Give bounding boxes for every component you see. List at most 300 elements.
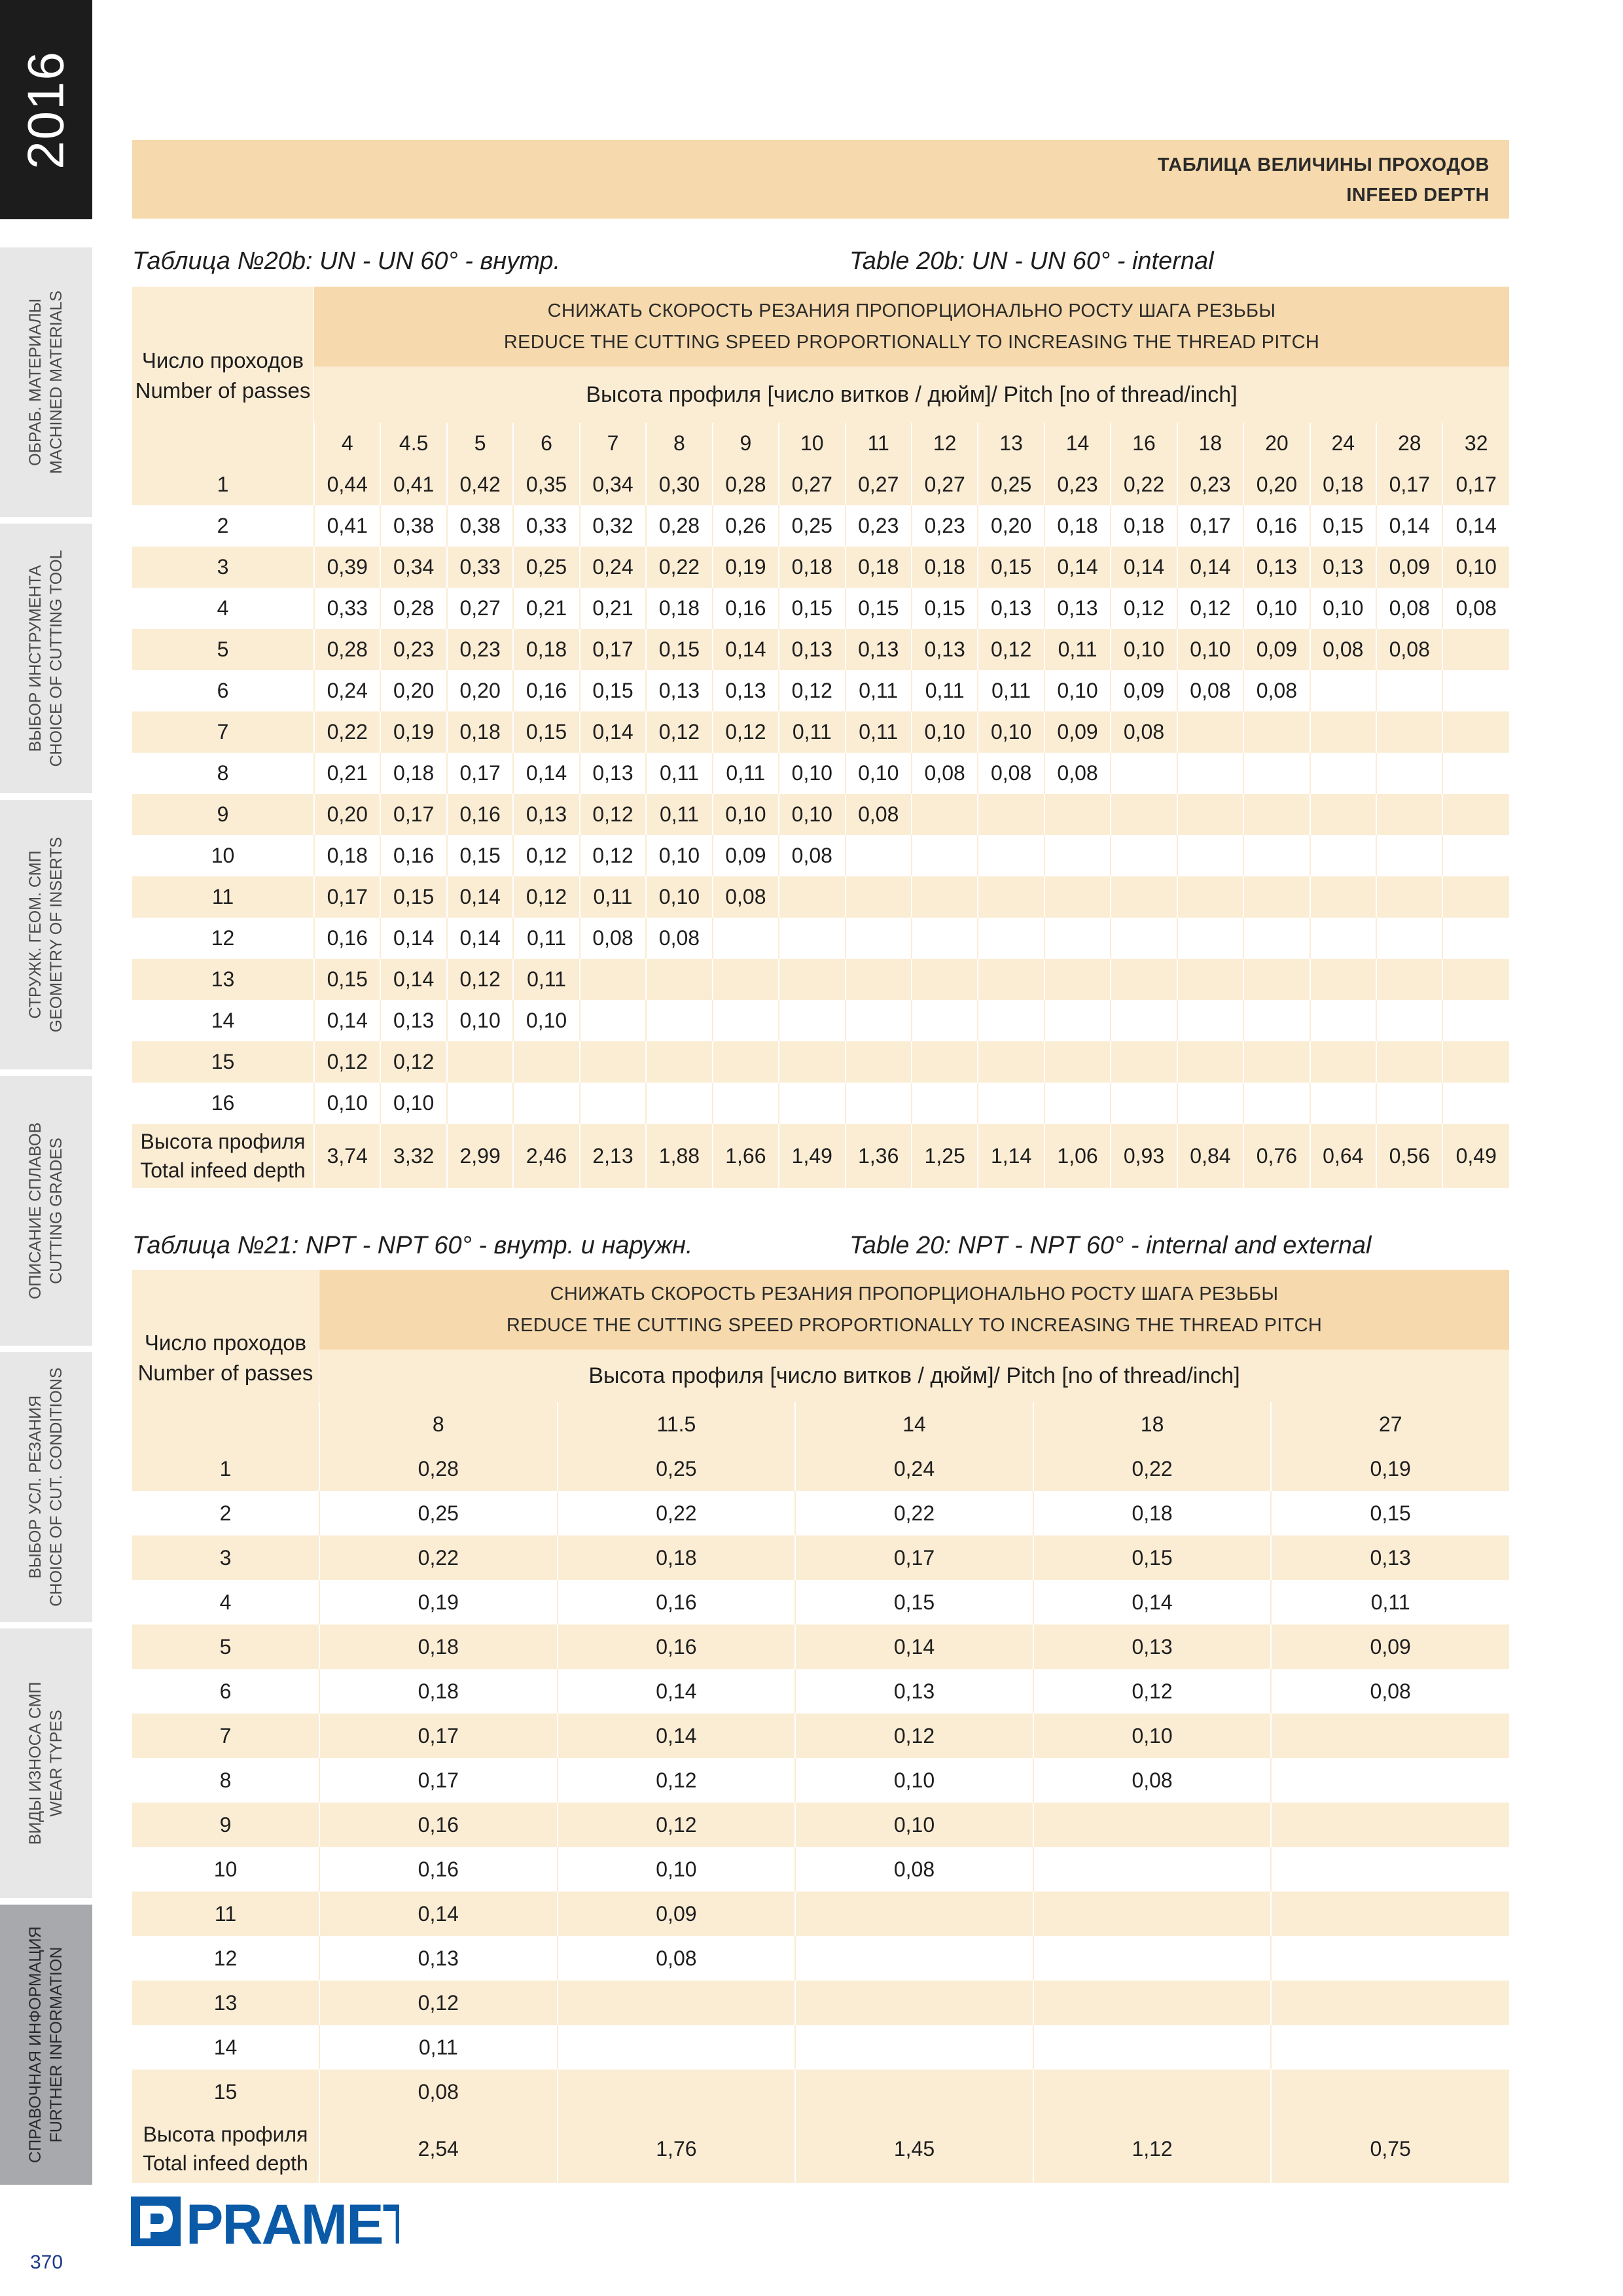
table-row: [132, 1491, 1509, 1535]
infeed-value: [846, 1041, 912, 1083]
speed-header-ru: СНИЖАТЬ СКОРОСТЬ РЕЗАНИЯ ПРОПОРЦИОНАЛЬНО РОСТУ ШАГА РЕЗЬБЫ: [550, 1283, 1279, 1304]
infeed-value: 0,09: [1111, 670, 1177, 711]
infeed-value: 0,13: [713, 670, 779, 711]
infeed-value: 0,11: [713, 753, 779, 794]
table-row: [132, 876, 1509, 918]
infeed-value: 0,16: [319, 1803, 558, 1847]
pass-number: 14: [132, 1000, 314, 1041]
infeed-value: 0,28: [319, 1446, 558, 1491]
infeed-value: 0,19: [1271, 1446, 1509, 1491]
pitch-label: Высота профиля [число витков / дюйм]/ Pitch [no of thread/inch]: [319, 1350, 1509, 1402]
infeed-value: 0,23: [912, 505, 978, 547]
infeed-value: 0,10: [978, 711, 1044, 753]
total-value: 0,49: [1442, 1124, 1509, 1188]
infeed-value: [779, 1000, 845, 1041]
infeed-value: 0,10: [314, 1083, 380, 1124]
sidebar-tab-machined-materials[interactable]: [0, 247, 92, 517]
infeed-value: 0,10: [1243, 588, 1310, 629]
infeed-value: 0,28: [646, 505, 712, 547]
sidebar-tab-geometry-of-inserts[interactable]: [0, 800, 92, 1069]
infeed-value: 0,12: [558, 1803, 796, 1847]
infeed-value: 0,08: [558, 1936, 796, 1981]
infeed-value: [1376, 753, 1442, 794]
infeed-value: 0,33: [314, 588, 380, 629]
infeed-value: [779, 918, 845, 959]
infeed-value: [1442, 876, 1509, 918]
infeed-value: [447, 1083, 513, 1124]
total-value: 1,14: [978, 1124, 1044, 1188]
infeed-value: [1271, 2070, 1509, 2114]
infeed-value: 0,22: [1111, 464, 1177, 505]
total-value: 2,99: [447, 1124, 513, 1188]
infeed-value: [978, 794, 1044, 835]
infeed-value: 0,13: [795, 1669, 1033, 1713]
infeed-value: 0,41: [314, 505, 380, 547]
infeed-value: 0,10: [795, 1803, 1033, 1847]
table-row: [132, 711, 1509, 753]
infeed-value: 0,08: [319, 2070, 558, 2114]
infeed-value: 0,18: [513, 629, 579, 670]
passes-header-ru: Число проходов: [141, 348, 304, 372]
table-row: [132, 1624, 1509, 1669]
infeed-value: 0,21: [513, 588, 579, 629]
infeed-value: [1442, 670, 1509, 711]
pass-number: 1: [132, 464, 314, 505]
pitch-value: 11: [846, 423, 912, 464]
infeed-value: [1243, 959, 1310, 1000]
infeed-value: [1376, 959, 1442, 1000]
table2-caption-en: Table 20: NPT - NPT 60° - internal and external: [849, 1232, 1372, 1259]
infeed-value: 0,26: [713, 505, 779, 547]
infeed-value: [1376, 711, 1442, 753]
infeed-value: 0,10: [779, 753, 845, 794]
infeed-value: 0,20: [1243, 464, 1310, 505]
table-row: [132, 794, 1509, 835]
total-value: 3,74: [314, 1124, 380, 1188]
infeed-value: 0,14: [380, 918, 446, 959]
infeed-value: 0,16: [513, 670, 579, 711]
total-value: 0,76: [1243, 1124, 1310, 1188]
infeed-value: 0,15: [314, 959, 380, 1000]
infeed-value: 0,24: [314, 670, 380, 711]
total-value: 0,93: [1111, 1124, 1177, 1188]
infeed-value: [558, 2070, 796, 2114]
infeed-value: 0,23: [447, 629, 513, 670]
infeed-value: 0,44: [314, 464, 380, 505]
pass-number: 6: [132, 670, 314, 711]
infeed-value: 0,10: [1310, 588, 1376, 629]
infeed-value: [912, 959, 978, 1000]
infeed-value: 0,12: [319, 1981, 558, 2025]
infeed-value: [779, 1083, 845, 1124]
pass-number: 10: [132, 835, 314, 876]
total-value: 1,66: [713, 1124, 779, 1188]
infeed-value: 0,42: [447, 464, 513, 505]
infeed-value: [1376, 835, 1442, 876]
infeed-value: 0,11: [513, 959, 579, 1000]
infeed-table-un: [132, 287, 1509, 1188]
pass-number: 3: [132, 547, 314, 588]
infeed-value: 0,12: [779, 670, 845, 711]
infeed-value: 0,10: [380, 1083, 446, 1124]
pitch-value: 8: [646, 423, 712, 464]
infeed-value: [1243, 835, 1310, 876]
total-value: 1,76: [558, 2114, 796, 2183]
infeed-value: 0,27: [779, 464, 845, 505]
infeed-value: 0,15: [978, 547, 1044, 588]
infeed-value: 0,13: [580, 753, 646, 794]
infeed-value: 0,18: [314, 835, 380, 876]
infeed-value: 0,09: [558, 1892, 796, 1936]
infeed-value: 0,20: [314, 794, 380, 835]
total-header-en: Total infeed depth: [143, 2151, 308, 2175]
infeed-value: 0,10: [646, 835, 712, 876]
infeed-value: 0,25: [558, 1446, 796, 1491]
infeed-value: 0,15: [380, 876, 446, 918]
infeed-value: [1376, 670, 1442, 711]
infeed-value: [1111, 918, 1177, 959]
infeed-value: 0,20: [978, 505, 1044, 547]
infeed-value: 0,17: [1376, 464, 1442, 505]
infeed-value: 0,14: [1033, 1580, 1272, 1624]
infeed-value: 0,14: [1111, 547, 1177, 588]
table-row: [132, 2070, 1509, 2114]
infeed-value: [1111, 794, 1177, 835]
infeed-value: [1033, 1892, 1272, 1936]
table-row: [132, 1000, 1509, 1041]
infeed-value: [1033, 2025, 1272, 2070]
infeed-value: 0,18: [646, 588, 712, 629]
infeed-value: 0,10: [795, 1758, 1033, 1803]
pitch-value: 8: [319, 1402, 558, 1446]
sidebar-tab-label-ru: ВЫБОР УСЛ. РЕЗАНИЯ: [26, 1395, 45, 1579]
infeed-value: [1310, 711, 1376, 753]
infeed-value: 0,14: [447, 918, 513, 959]
table-row: [132, 753, 1509, 794]
infeed-value: 0,14: [1177, 547, 1243, 588]
table-row: [132, 1535, 1509, 1580]
infeed-value: [1376, 1083, 1442, 1124]
infeed-value: [912, 1000, 978, 1041]
section-banner: [132, 140, 1509, 219]
infeed-value: 0,16: [1243, 505, 1310, 547]
pass-number: 7: [132, 1713, 319, 1758]
table-row: [132, 1936, 1509, 1981]
infeed-value: [912, 1041, 978, 1083]
sidebar-tab-further-information[interactable]: [0, 1905, 92, 2185]
infeed-value: 0,13: [319, 1936, 558, 1981]
pass-number: 11: [132, 876, 314, 918]
table-row: [132, 835, 1509, 876]
total-value: 0,75: [1271, 2114, 1509, 2183]
passes-header-ru: Число проходов: [144, 1331, 307, 1355]
pitch-value: 12: [912, 423, 978, 464]
table-row: [132, 1446, 1509, 1491]
infeed-value: [1044, 835, 1111, 876]
infeed-value: [978, 1041, 1044, 1083]
infeed-value: 0,14: [558, 1669, 796, 1713]
infeed-value: [646, 959, 712, 1000]
total-value: 3,32: [380, 1124, 446, 1188]
table-row: [132, 2025, 1509, 2070]
infeed-value: 0,12: [314, 1041, 380, 1083]
infeed-value: [713, 1083, 779, 1124]
infeed-value: 0,08: [978, 753, 1044, 794]
infeed-value: [1310, 1083, 1376, 1124]
table-row: [132, 959, 1509, 1000]
total-value: 0,84: [1177, 1124, 1243, 1188]
header-row-pitch-label: [132, 1350, 1509, 1402]
infeed-value: [1271, 1713, 1509, 1758]
table1-caption-ru: Таблица №20b: UN - UN 60° - внутр.: [132, 247, 561, 275]
sidebar-tab-label-en: FURTHER INFORMATION: [47, 1946, 65, 2143]
infeed-value: [1044, 959, 1111, 1000]
infeed-value: 0,15: [846, 588, 912, 629]
infeed-value: 0,27: [912, 464, 978, 505]
total-value: 1,45: [795, 2114, 1033, 2183]
total-value: 1,49: [779, 1124, 845, 1188]
infeed-value: 0,15: [1271, 1491, 1509, 1535]
infeed-value: [558, 1981, 796, 2025]
infeed-value: [1442, 794, 1509, 835]
pass-number: 15: [132, 2070, 319, 2114]
passes-header-en: Number of passes: [135, 378, 311, 403]
infeed-value: 0,09: [1376, 547, 1442, 588]
infeed-value: 0,18: [319, 1669, 558, 1713]
infeed-value: [795, 1936, 1033, 1981]
infeed-value: [1310, 918, 1376, 959]
infeed-value: 0,08: [779, 835, 845, 876]
infeed-value: [1310, 959, 1376, 1000]
pass-number: 1: [132, 1446, 319, 1491]
pitch-value: 32: [1442, 423, 1509, 464]
speed-header-en: REDUCE THE CUTTING SPEED PROPORTIONALLY TO INCREASING THE THREAD PITCH: [506, 1315, 1323, 1336]
sidebar-tab-wear-types[interactable]: [0, 1628, 92, 1898]
infeed-value: [1033, 1981, 1272, 2025]
infeed-value: [978, 835, 1044, 876]
sidebar-tab-label-ru: ОПИСАНИЕ СПЛАВОВ: [26, 1122, 45, 1300]
year-box: [0, 0, 92, 219]
infeed-value: 0,08: [1310, 629, 1376, 670]
infeed-value: 0,14: [713, 629, 779, 670]
infeed-value: [1243, 1083, 1310, 1124]
infeed-value: [1442, 1000, 1509, 1041]
pass-number: 2: [132, 1491, 319, 1535]
pitch-value: 9: [713, 423, 779, 464]
infeed-value: 0,11: [646, 794, 712, 835]
speed-header-ru: СНИЖАТЬ СКОРОСТЬ РЕЗАНИЯ ПРОПОРЦИОНАЛЬНО РОСТУ ШАГА РЕЗЬБЫ: [547, 300, 1276, 321]
infeed-value: [1271, 1936, 1509, 1981]
infeed-value: [978, 876, 1044, 918]
infeed-value: 0,11: [978, 670, 1044, 711]
infeed-value: 0,11: [646, 753, 712, 794]
sidebar-tab-cutting-tool[interactable]: [0, 524, 92, 793]
infeed-value: [1044, 918, 1111, 959]
infeed-value: 0,25: [319, 1491, 558, 1535]
infeed-value: [912, 1083, 978, 1124]
infeed-value: [1310, 753, 1376, 794]
infeed-value: 0,10: [846, 753, 912, 794]
pitch-value: 14: [795, 1402, 1033, 1446]
infeed-value: 0,13: [513, 794, 579, 835]
infeed-value: [646, 1041, 712, 1083]
infeed-value: 0,13: [1033, 1624, 1272, 1669]
pass-number: 13: [132, 959, 314, 1000]
pass-number: 12: [132, 1936, 319, 1981]
total-value: 1,36: [846, 1124, 912, 1188]
infeed-value: 0,13: [779, 629, 845, 670]
sidebar-tab-label-en: CUTTING GRADES: [47, 1138, 65, 1284]
infeed-value: [1271, 1847, 1509, 1892]
infeed-value: [1111, 959, 1177, 1000]
infeed-value: [795, 2070, 1033, 2114]
infeed-value: 0,18: [380, 753, 446, 794]
infeed-value: [1442, 753, 1509, 794]
sidebar-tab-cutting-grades[interactable]: [0, 1076, 92, 1346]
infeed-value: 0,08: [1376, 629, 1442, 670]
infeed-value: [779, 876, 845, 918]
sidebar-tab-label-ru: СТРУЖК. ГЕОМ. СМП: [26, 850, 45, 1019]
infeed-value: 0,17: [1177, 505, 1243, 547]
infeed-table-npt: [132, 1270, 1509, 2183]
infeed-value: 0,19: [713, 547, 779, 588]
infeed-value: 0,22: [319, 1535, 558, 1580]
infeed-value: [580, 1000, 646, 1041]
speed-header: [314, 287, 1509, 367]
infeed-value: 0,23: [1177, 464, 1243, 505]
infeed-value: 0,18: [1033, 1491, 1272, 1535]
header-row-speed: [132, 1270, 1509, 1350]
infeed-value: 0,13: [380, 1000, 446, 1041]
total-header-ru: Высота профиля: [140, 1130, 306, 1153]
infeed-value: 0,10: [513, 1000, 579, 1041]
infeed-value: [646, 1083, 712, 1124]
infeed-value: 0,30: [646, 464, 712, 505]
infeed-value: 0,12: [795, 1713, 1033, 1758]
infeed-value: [580, 959, 646, 1000]
pitch-value: 4: [314, 423, 380, 464]
infeed-value: 0,14: [1376, 505, 1442, 547]
infeed-value: 0,12: [1177, 588, 1243, 629]
infeed-value: 0,11: [580, 876, 646, 918]
infeed-value: 0,10: [447, 1000, 513, 1041]
infeed-value: 0,09: [1271, 1624, 1509, 1669]
infeed-value: 0,14: [314, 1000, 380, 1041]
speed-header-en: REDUCE THE CUTTING SPEED PROPORTIONALLY TO INCREASING THE THREAD PITCH: [503, 332, 1320, 353]
infeed-value: 0,08: [1177, 670, 1243, 711]
sidebar-tab-label-ru: ВИДЫ ИЗНОСА СМП: [26, 1681, 45, 1845]
infeed-value: 0,13: [1243, 547, 1310, 588]
infeed-value: 0,33: [513, 505, 579, 547]
total-row: [132, 1124, 1509, 1188]
infeed-value: 0,14: [380, 959, 446, 1000]
logo-wordmark: PRAMET: [186, 2193, 399, 2251]
infeed-value: [1044, 876, 1111, 918]
infeed-value: 0,17: [795, 1535, 1033, 1580]
pitch-value: 11.5: [558, 1402, 796, 1446]
sidebar-tab-label-ru: ВЫБОР ИНСТРУМЕНТА: [26, 565, 45, 752]
sidebar: [0, 0, 92, 2296]
infeed-value: [1111, 876, 1177, 918]
infeed-value: 0,22: [558, 1491, 796, 1535]
sidebar-tab-label-en: CHOICE OF CUT. CONDITIONS: [47, 1367, 65, 1607]
infeed-value: [978, 1000, 1044, 1041]
infeed-value: [912, 794, 978, 835]
infeed-value: 0,38: [380, 505, 446, 547]
table2-caption-ru: Таблица №21: NPT - NPT 60° - внутр. и наружн.: [132, 1232, 693, 1259]
infeed-value: [1271, 1892, 1509, 1936]
pitch-value: 6: [513, 423, 579, 464]
infeed-value: [912, 835, 978, 876]
infeed-value: [1177, 753, 1243, 794]
table-row: [132, 547, 1509, 588]
infeed-value: 0,15: [646, 629, 712, 670]
infeed-value: [1111, 1000, 1177, 1041]
infeed-value: 0,12: [513, 835, 579, 876]
infeed-value: 0,24: [795, 1446, 1033, 1491]
infeed-value: [713, 918, 779, 959]
infeed-value: [846, 876, 912, 918]
infeed-value: 0,08: [713, 876, 779, 918]
infeed-value: 0,25: [779, 505, 845, 547]
infeed-value: 0,08: [1033, 1758, 1272, 1803]
infeed-value: 0,22: [795, 1491, 1033, 1535]
infeed-value: 0,10: [646, 876, 712, 918]
table-row: [132, 1083, 1509, 1124]
infeed-value: 0,20: [380, 670, 446, 711]
infeed-value: 0,14: [1044, 547, 1111, 588]
header-row-speed: [132, 287, 1509, 367]
infeed-value: 0,17: [319, 1758, 558, 1803]
year-label: 2016: [16, 50, 75, 170]
infeed-value: [1111, 1041, 1177, 1083]
pitch-value: 28: [1376, 423, 1442, 464]
infeed-value: [1442, 1041, 1509, 1083]
infeed-value: [1310, 670, 1376, 711]
banner-title-en: INFEED DEPTH: [1346, 185, 1489, 206]
sidebar-tab-label-ru: СПРАВОЧНАЯ ИНФОРМАЦИЯ: [26, 1926, 45, 2163]
passes-header-en: Number of passes: [137, 1361, 313, 1385]
infeed-value: 0,25: [513, 547, 579, 588]
pramet-logo-mark: [131, 2193, 399, 2251]
infeed-value: 0,18: [846, 547, 912, 588]
table-row: [132, 1041, 1509, 1083]
infeed-value: 0,12: [580, 794, 646, 835]
infeed-value: [1376, 1000, 1442, 1041]
infeed-value: 0,13: [978, 588, 1044, 629]
infeed-value: [846, 959, 912, 1000]
infeed-value: [513, 1041, 579, 1083]
infeed-value: 0,12: [646, 711, 712, 753]
pass-number: 3: [132, 1535, 319, 1580]
infeed-value: 0,09: [713, 835, 779, 876]
infeed-value: 0,24: [580, 547, 646, 588]
sidebar-tab-cutting-conditions[interactable]: [0, 1352, 92, 1622]
infeed-value: 0,34: [380, 547, 446, 588]
pass-number: 13: [132, 1981, 319, 2025]
pass-number: 16: [132, 1083, 314, 1124]
table-row: [132, 464, 1509, 505]
total-value: 2,46: [513, 1124, 579, 1188]
pass-number: 7: [132, 711, 314, 753]
infeed-value: 0,12: [580, 835, 646, 876]
infeed-value: 0,13: [1044, 588, 1111, 629]
infeed-value: 0,08: [1271, 1669, 1509, 1713]
infeed-value: 0,15: [1033, 1535, 1272, 1580]
infeed-value: 0,33: [447, 547, 513, 588]
infeed-value: 0,13: [1271, 1535, 1509, 1580]
infeed-value: [1044, 1000, 1111, 1041]
